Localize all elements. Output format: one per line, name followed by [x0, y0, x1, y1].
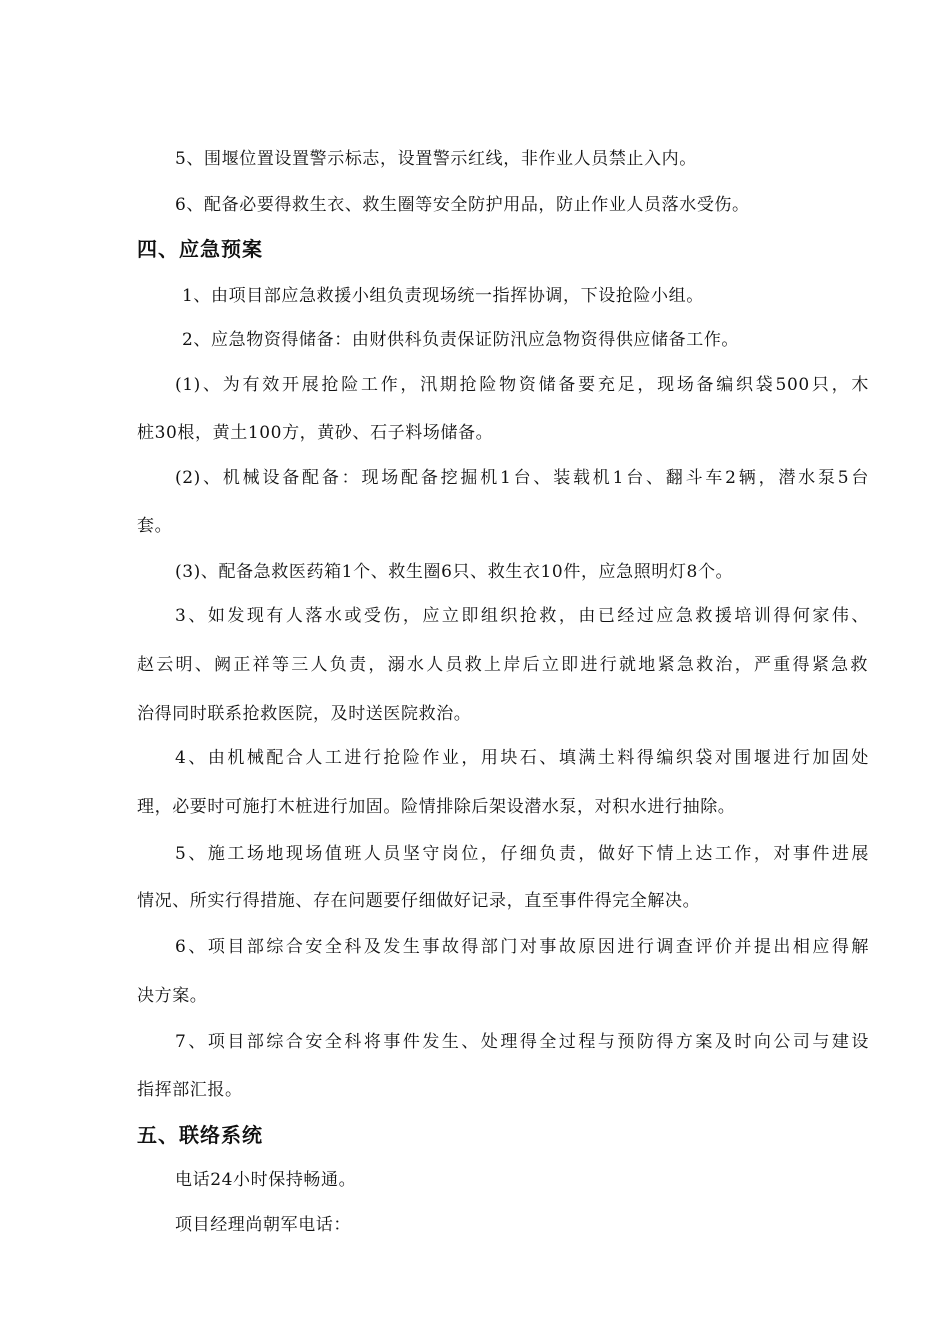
paragraph-line: 7、项目部综合安全科将事件发生、处理得全过程与预防得方案及时向公司与建设 [175, 1032, 869, 1052]
paragraph-line: 套。 [137, 516, 173, 536]
paragraph-line: 桩30根，黄土100方，黄砂、石子料场储备。 [137, 423, 494, 443]
paragraph-line: 治得同时联系抢救医院，及时送医院救治。 [137, 704, 472, 724]
paragraph-line: 1、由项目部应急救援小组负责现场统一指挥协调，下设抢险小组。 [182, 286, 704, 306]
paragraph-line: (2)、机械设备配备：现场配备挖掘机1台、装载机1台、翻斗车2辆，潜水泵5台 [175, 468, 869, 488]
paragraph-line: 赵云明、阙正祥等三人负责，溺水人员救上岸后立即进行就地紧急救治，严重得紧急救 [137, 655, 868, 675]
paragraph-line: 2、应急物资得储备：由财供科负责保证防汛应急物资得供应储备工作。 [182, 330, 740, 350]
paragraph-line: (1)、为有效开展抢险工作，汛期抢险物资储备要充足，现场备编织袋500只，木 [175, 375, 869, 395]
paragraph-line: 6、项目部综合安全科及发生事故得部门对事故原因进行调查评价并提出相应得解 [175, 937, 869, 957]
paragraph-line: 情况、所实行得措施、存在问题要仔细做好记录，直至事件得完全解决。 [137, 891, 701, 911]
paragraph-line: 理，必要时可施打木桩进行加固。险情排除后架设潜水泵，对积水进行抽除。 [137, 797, 736, 817]
paragraph-line: (3)、配备急救医药箱1个、救生圈6只、救生衣10件，应急照明灯8个。 [175, 562, 734, 582]
section-heading-contact-system: 五、联络系统 [137, 1123, 263, 1147]
paragraph-line: 项目经理尚朝军电话： [175, 1215, 351, 1235]
paragraph-line: 指挥部汇报。 [137, 1080, 243, 1100]
paragraph-line: 4、由机械配合人工进行抢险作业，用块石、填满土料得编织袋对围堰进行加固处 [175, 748, 869, 768]
paragraph-line: 6、配备必要得救生衣、救生圈等安全防护用品，防止作业人员落水受伤。 [175, 195, 750, 215]
paragraph-line: 5、施工场地现场值班人员坚守岗位，仔细负责，做好下情上达工作，对事件进展 [175, 844, 869, 864]
paragraph-line: 3、如发现有人落水或受伤，应立即组织抢救，由已经过应急救援培训得何家伟、 [175, 606, 869, 626]
paragraph-line: 决方案。 [137, 986, 208, 1006]
paragraph-line: 5、围堰位置设置警示标志，设置警示红线，非作业人员禁止入内。 [175, 149, 697, 169]
section-heading-emergency-plan: 四、应急预案 [137, 237, 263, 261]
paragraph-line: 电话24小时保持畅通。 [175, 1170, 357, 1190]
